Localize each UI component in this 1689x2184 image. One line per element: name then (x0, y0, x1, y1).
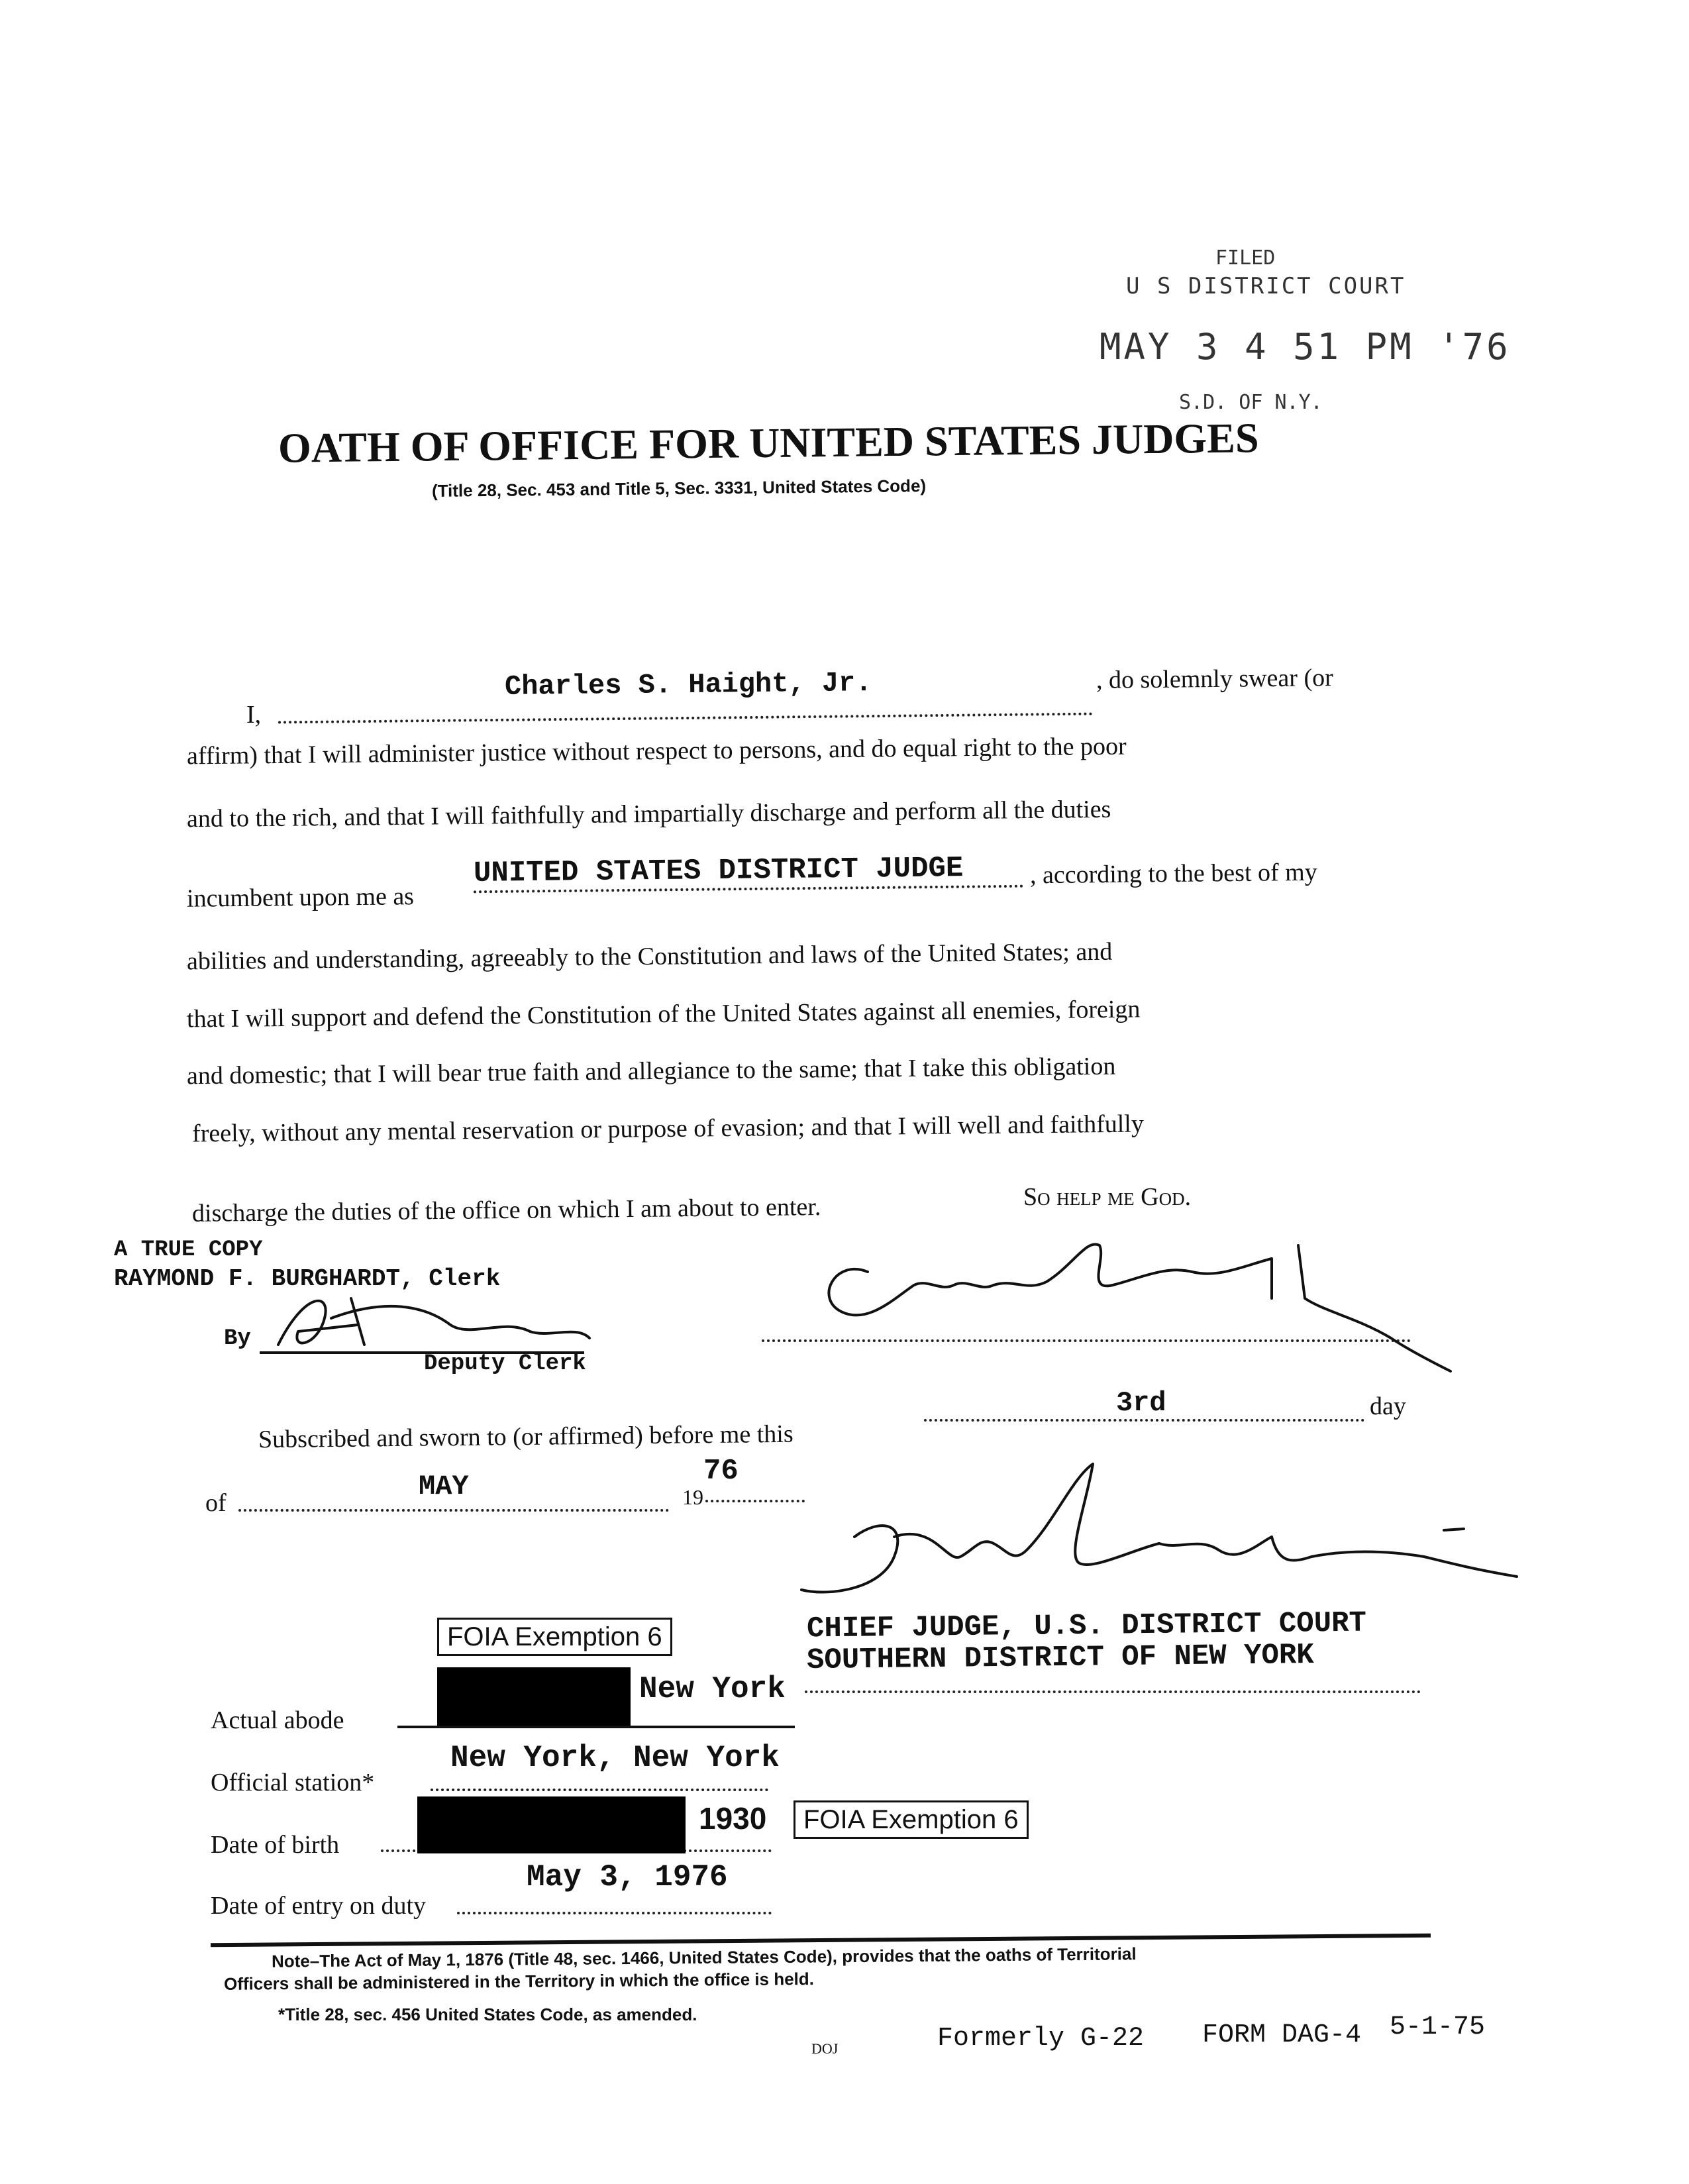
chief-judge-title-line1: CHIEF JUDGE, U.S. DISTRICT COURT (806, 1606, 1367, 1646)
oath-line5: abilities and understanding, agreeably to the Constitution and laws of the United States; and (186, 937, 1113, 976)
foia-exemption-label-1: FOIA Exemption 6 (437, 1618, 672, 1656)
actual-abode-redaction (437, 1667, 631, 1726)
month-dotted-line (238, 1509, 669, 1512)
footer-formerly: Formerly G-22 (937, 2024, 1145, 2054)
official-station-label: Official station* (211, 1769, 375, 1796)
dob-value: 1930 (699, 1801, 767, 1836)
filed-stamp-court: U S DISTRICT COURT (1126, 273, 1406, 299)
oath-line1-end: , do solemnly swear (or (1096, 664, 1333, 694)
oath-i-prefix: I, (246, 701, 262, 729)
filed-stamp-date: MAY 3 4 51 PM '76 (1100, 326, 1511, 368)
oath-line8: freely, without any mental reservation or purpose of evasion; and that I will well and faithfully (191, 1110, 1145, 1148)
official-station-value: New York, New York (450, 1741, 780, 1775)
entry-dotted-line (457, 1912, 772, 1914)
chief-judge-signature (788, 1451, 1537, 1623)
footer-doj: DOJ (811, 2040, 839, 2057)
page-title: OATH OF OFFICE FOR UNITED STATES JUDGES (278, 414, 1259, 472)
oath-line4-end: , according to the best of my (1029, 858, 1317, 890)
footer-form-date: 5-1-75 (1390, 2012, 1486, 2042)
name-dotted-line (278, 713, 1093, 724)
deputy-clerk-label: Deputy Clerk (424, 1351, 586, 1377)
official-station-dotted-line (431, 1789, 768, 1791)
oath-name-value: Charles S. Haight, Jr. (504, 667, 872, 703)
footer-rule (211, 1934, 1431, 1947)
oath-line7: and domestic; that I will bear true faith and allegiance to the same; that I take this obligation (186, 1052, 1116, 1090)
footer-form-number: FORM DAG-4 (1202, 2020, 1362, 2050)
month-value: MAY (419, 1471, 469, 1502)
of-label: of (205, 1489, 227, 1517)
year-prefix: 19 (682, 1485, 703, 1509)
clerk-name: RAYMOND F. BURGHARDT, Clerk (114, 1265, 501, 1292)
entry-value: May 3, 1976 (527, 1860, 728, 1895)
day-dotted-line (924, 1419, 1364, 1422)
day-label: day (1370, 1392, 1406, 1420)
deputy-clerk-signature (252, 1278, 596, 1365)
oath-so-help-me-god: So help me God. (1023, 1183, 1192, 1211)
subscribed-text: Subscribed and sworn to (or affirmed) before me this (258, 1420, 793, 1454)
judge-oath-signature (795, 1219, 1457, 1378)
chief-judge-dotted-line (805, 1690, 1421, 1693)
entry-label: Date of entry on duty (211, 1892, 427, 1920)
dob-redaction (417, 1796, 686, 1853)
footer-note-line3: *Title 28, sec. 456 United States Code, as amended. (278, 2004, 697, 2024)
actual-abode-label: Actual abode (211, 1706, 344, 1734)
year-value: 76 (703, 1455, 739, 1488)
page-subtitle: (Title 28, Sec. 453 and Title 5, Sec. 3331, United States Code) (431, 476, 927, 501)
filed-stamp-district: S.D. OF N.Y. (1179, 391, 1323, 414)
oath-office-value: UNITED STATES DISTRICT JUDGE (473, 852, 964, 890)
oath-line3: and to the rich, and that I will faithfully and impartially discharge and perform all the duties (186, 795, 1111, 833)
actual-abode-line (397, 1726, 795, 1728)
oath-line6: that I will support and defend the Constitution of the United States against all enemies, foreign (186, 995, 1141, 1033)
actual-abode-value: New York (639, 1672, 786, 1706)
oath-line4-start: incumbent upon me as (186, 882, 415, 913)
dob-label: Date of birth (211, 1831, 340, 1859)
footer-note-line1: Note–The Act of May 1, 1876 (Title 48, sec. 1466, United States Code), provides that the oaths of Territorial (271, 1944, 1137, 1971)
chief-judge-title-line2: SOUTHERN DISTRICT OF NEW YORK (806, 1638, 1314, 1678)
oath-line2: affirm) that I will administer justice without respect to persons, and do equal right to the poor (186, 732, 1127, 770)
foia-exemption-label-2: FOIA Exemption 6 (793, 1800, 1029, 1839)
by-label: By (224, 1326, 251, 1351)
oath-line9: discharge the duties of the office on which I am about to enter. (191, 1193, 821, 1227)
filed-stamp-label: FILED (1215, 246, 1276, 270)
footer-note-line2: Officers shall be administered in the Territory in which the office is held. (223, 1969, 815, 1994)
day-value: 3rd (1116, 1387, 1166, 1419)
true-copy-label: A TRUE COPY (114, 1237, 263, 1263)
